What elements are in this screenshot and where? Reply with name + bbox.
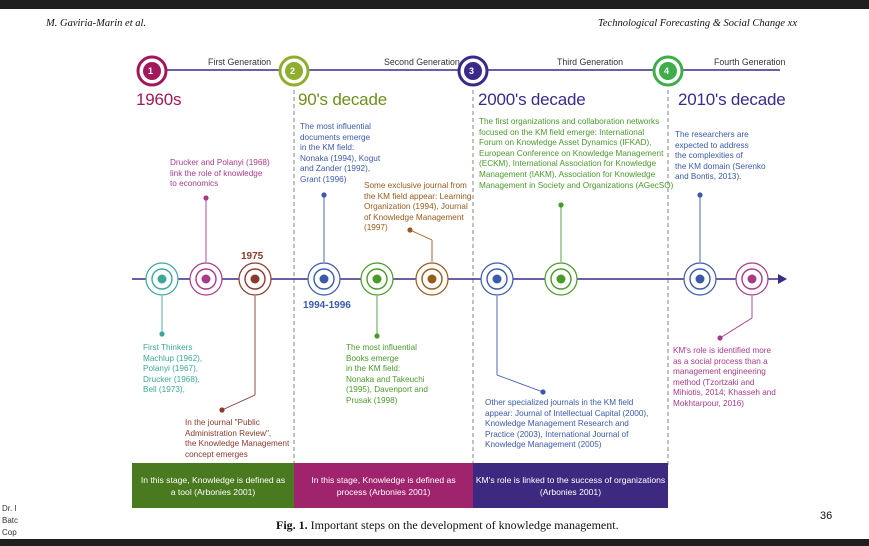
sidebar-fragment-3: Cop (2, 528, 17, 537)
year-1994-1996: 1994-1996 (303, 300, 351, 311)
timeline-arrowhead (778, 274, 787, 284)
decade-title-3: 2000's decade (478, 90, 586, 109)
node-researchers (684, 263, 716, 295)
node-exclusive-journal (416, 263, 448, 295)
node-first-orgs (545, 263, 577, 295)
decade-title-1: 1960s (136, 90, 182, 109)
stage-box-tool: In this stage, Knowledge is defined as a tool (Arbonies 2001) (132, 463, 294, 508)
annotation-drucker-polanyi: Drucker and Polanyi (1968) link the role of knowledge to economics (170, 158, 270, 189)
sidebar-fragment-2: Batc (2, 516, 19, 525)
badge-number-1: 1 (148, 66, 154, 76)
header-authors: M. Gaviria-Marin et al. (46, 18, 147, 29)
caption-text: Important steps on the development of knowledge management. (310, 518, 619, 532)
caption-label: Fig. 1. (276, 518, 308, 532)
node-1975 (239, 263, 271, 295)
node-1994 (308, 263, 340, 295)
decade-title-4: 2010's decade (678, 90, 786, 109)
generation-label-1: First Generation (208, 57, 272, 67)
annotation-first-thinkers: First Thinkers Machlup (1962), Polanyi (1967), Drucker (1968), Bell (1973), (143, 343, 203, 395)
node-drucker (190, 263, 222, 295)
badge-number-2: 2 (290, 66, 296, 76)
annotation-first-orgs: The first organizations and collaboration networks focused on the KM field emerge: International Forum on Knowledge Asset Dynamics (IFKAD), European Conference on Knowledge Management (ECKM), International Association for Knowledge Management (IAKM), Association for Knowledge Management in Society and Organizations (AGecSO) (479, 117, 674, 190)
decade-title-2: 90's decade (298, 90, 387, 109)
page-number: 36 (820, 510, 833, 522)
year-1975: 1975 (241, 251, 264, 262)
node-social-process (736, 263, 768, 295)
annotation-influential-docs: The most influential documents emerge in the KM field: Nonaka (1994), Kogut and Zander (1992), Grant (1996) (300, 122, 381, 184)
sidebar-fragment-1: Dr. I (2, 504, 17, 513)
node-first-thinkers (146, 263, 178, 295)
stage-box-process: In this stage, Knowledge is defined as process (Arbonies 2001) (294, 463, 473, 508)
generation-label-3: Third Generation (557, 57, 624, 67)
badge-number-4: 4 (664, 66, 670, 76)
generation-label-4: Fourth Generation (714, 57, 786, 67)
figure-caption (276, 518, 619, 533)
header-journal: Technological Forecasting & Social Change xx (598, 18, 797, 29)
annotation-social-process: KM's role is identified more as a social process than a management engineering method (Tzortzaki and Mihiotis, 2014; Khasseh and Mokhtarpour, 2016) (673, 346, 776, 408)
annotation-other-journals: Other specialized journals in the KM field appear: Journal of Intellectual Capital (2000), Knowledge Management Research and Practice (2003), International Journal of Knowledge Management (2005) (485, 398, 649, 450)
bottom-band (0, 539, 869, 546)
annotation-exclusive-journal: Some exclusive journal from the KM field appear: Learning Organization (1994), Journal of Knowledge Management (1997) (364, 181, 472, 233)
node-books (361, 263, 393, 295)
node-other-journals (481, 263, 513, 295)
annotation-influential-books: The most influential Books emerge in the KM field: Nonaka and Takeuchi (1995), Davenport and Prusak (1998) (346, 343, 428, 405)
generation-label-2: Second Generation (384, 57, 460, 67)
badge-number-3: 3 (469, 66, 475, 76)
annotation-researchers: The researchers are expected to address the complexities of the KM domain (Serenko and Bontis, 2013). (675, 130, 766, 182)
annotation-public-admin: In the journal "Public Administration Review", the Knowledge Management concept emerges (185, 418, 290, 459)
stage-box-success: KM's role is linked to the success of organizations (Arbonies 2001) (473, 463, 668, 508)
